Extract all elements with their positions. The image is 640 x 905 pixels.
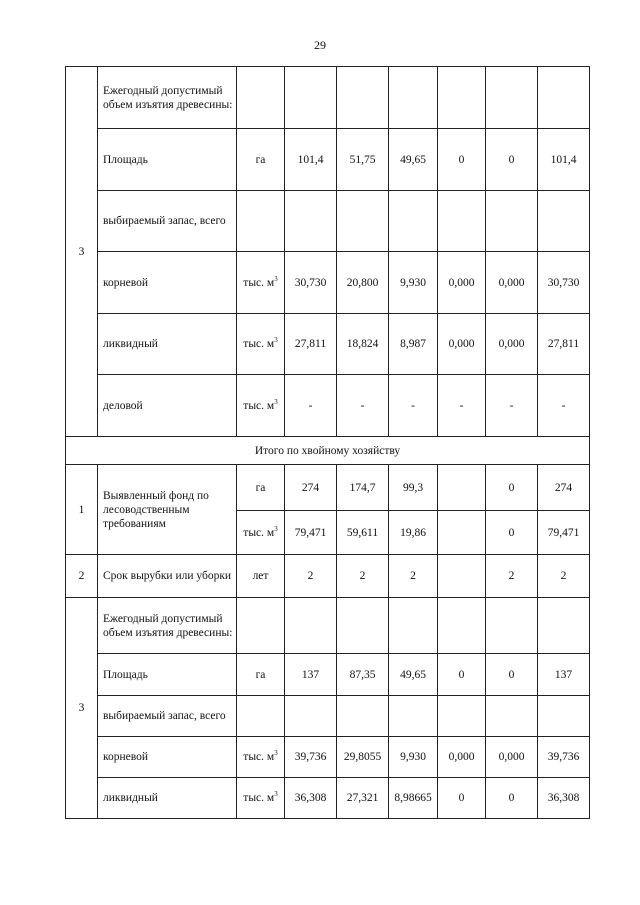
row-number: 2 xyxy=(66,555,98,598)
value-cell: 49,65 xyxy=(389,129,438,191)
value-cell: 137 xyxy=(285,654,337,696)
empty-cell xyxy=(337,67,389,129)
table-body xyxy=(66,67,590,819)
value-cell xyxy=(285,191,337,252)
value-cell: 0 xyxy=(486,465,538,511)
unit-text: тыс. м xyxy=(243,276,275,289)
row-label: Площадь xyxy=(98,129,237,191)
value-cell: 0,000 xyxy=(486,737,538,778)
row-label: деловой xyxy=(98,375,237,437)
table-row xyxy=(66,314,590,375)
value-cell: 2 xyxy=(538,555,590,598)
table-row xyxy=(66,375,590,437)
row-label: Ежегодный допустимый объем изъятия древесины: xyxy=(98,67,237,129)
value-cell: 36,308 xyxy=(285,778,337,819)
value-cell: 51,75 xyxy=(337,129,389,191)
value-cell: 20,800 xyxy=(337,252,389,314)
value-cell: 79,471 xyxy=(285,511,337,555)
value-cell: 101,4 xyxy=(285,129,337,191)
value-cell: - xyxy=(438,375,486,437)
value-cell: 2 xyxy=(285,555,337,598)
unit-cell xyxy=(237,191,285,252)
unit-text: тыс. м xyxy=(243,751,275,763)
value-cell: 0 xyxy=(486,511,538,555)
value-cell: 0 xyxy=(486,129,538,191)
value-cell xyxy=(486,696,538,737)
value-cell: 274 xyxy=(538,465,590,511)
row-label: корневой xyxy=(98,737,237,778)
empty-cell xyxy=(285,67,337,129)
value-cell: 59,611 xyxy=(337,511,389,555)
unit-cell xyxy=(237,696,285,737)
value-cell: 19,86 xyxy=(389,511,438,555)
table-row xyxy=(66,778,590,819)
value-cell: 87,35 xyxy=(337,654,389,696)
value-cell: 18,824 xyxy=(337,314,389,375)
value-cell: 2 xyxy=(337,555,389,598)
unit-superscript: 3 xyxy=(274,790,278,798)
unit-cell xyxy=(237,314,285,375)
value-cell: - xyxy=(337,375,389,437)
empty-cell xyxy=(538,598,590,654)
row-label: Ежегодный допустимый объем изъятия древесины: xyxy=(98,598,237,654)
unit-cell xyxy=(237,511,285,555)
unit-cell xyxy=(237,129,285,191)
row-label: Срок вырубки или уборки xyxy=(98,555,237,598)
unit-text: га xyxy=(255,481,266,494)
unit-superscript: 3 xyxy=(274,524,278,533)
empty-cell xyxy=(438,598,486,654)
table-row xyxy=(66,555,590,598)
table-row xyxy=(66,737,590,778)
unit-superscript: 3 xyxy=(274,749,278,757)
value-cell xyxy=(438,555,486,598)
value-cell: 174,7 xyxy=(337,465,389,511)
unit-cell xyxy=(237,778,285,819)
value-cell xyxy=(538,191,590,252)
unit-cell xyxy=(237,252,285,314)
unit-superscript: 3 xyxy=(274,336,278,344)
row-label: ликвидный xyxy=(98,778,237,819)
unit-text: тыс. м xyxy=(243,338,275,350)
row-label: ликвидный xyxy=(98,314,237,375)
value-cell: 36,308 xyxy=(538,778,590,819)
value-cell: - xyxy=(538,375,590,437)
value-cell xyxy=(337,696,389,737)
value-cell: 29,8055 xyxy=(337,737,389,778)
value-cell: 0 xyxy=(486,778,538,819)
value-cell: 0,000 xyxy=(486,252,538,314)
value-cell: - xyxy=(486,375,538,437)
value-cell: 30,730 xyxy=(285,252,337,314)
unit-superscript: 3 xyxy=(274,274,278,283)
row-label: Площадь xyxy=(98,654,237,696)
value-cell xyxy=(486,191,538,252)
value-cell: 0,000 xyxy=(486,314,538,375)
value-cell xyxy=(438,191,486,252)
row-label: корневой xyxy=(98,252,237,314)
value-cell: 2 xyxy=(486,555,538,598)
value-cell xyxy=(438,696,486,737)
value-cell: - xyxy=(285,375,337,437)
table-row xyxy=(66,465,590,511)
empty-cell xyxy=(486,598,538,654)
value-cell xyxy=(337,191,389,252)
table-row xyxy=(66,67,590,129)
value-cell: 0,000 xyxy=(438,737,486,778)
empty-cell xyxy=(438,67,486,129)
value-cell: 0 xyxy=(438,654,486,696)
unit-superscript: 3 xyxy=(274,397,278,406)
table-row xyxy=(66,696,590,737)
empty-cell xyxy=(337,598,389,654)
value-cell: 101,4 xyxy=(538,129,590,191)
table-row xyxy=(66,129,590,191)
table-row xyxy=(66,191,590,252)
value-cell: 274 xyxy=(285,465,337,511)
unit-text: тыс. м xyxy=(243,399,275,412)
row-label: Выявленный фонд по лесоводственным требованиям xyxy=(98,465,237,555)
value-cell: 0,000 xyxy=(438,314,486,375)
empty-cell xyxy=(389,598,438,654)
page-number: 29 xyxy=(314,38,326,52)
value-cell: 0 xyxy=(438,129,486,191)
row-number: 3 xyxy=(66,598,98,819)
unit-cell xyxy=(237,654,285,696)
empty-cell xyxy=(237,598,285,654)
row-label: выбираемый запас, всего xyxy=(98,696,237,737)
table-row xyxy=(66,598,590,654)
value-cell: - xyxy=(389,375,438,437)
value-cell: 39,736 xyxy=(538,737,590,778)
row-number: 3 xyxy=(66,67,98,437)
value-cell: 79,471 xyxy=(538,511,590,555)
empty-cell xyxy=(538,67,590,129)
value-cell: 49,65 xyxy=(389,654,438,696)
value-cell xyxy=(538,696,590,737)
empty-cell xyxy=(237,67,285,129)
value-cell: 2 xyxy=(389,555,438,598)
value-cell: 27,811 xyxy=(538,314,590,375)
unit-text: тыс. м xyxy=(243,792,275,804)
unit-text: тыс. м xyxy=(243,526,275,539)
value-cell xyxy=(438,511,486,555)
unit-cell: лет xyxy=(237,555,285,598)
forestry-table xyxy=(65,66,590,819)
value-cell: 9,930 xyxy=(389,737,438,778)
table-row xyxy=(66,437,590,465)
row-number: 1 xyxy=(66,465,98,555)
value-cell: 39,736 xyxy=(285,737,337,778)
unit-cell xyxy=(237,737,285,778)
value-cell: 9,930 xyxy=(389,252,438,314)
empty-cell xyxy=(285,598,337,654)
value-cell xyxy=(285,696,337,737)
value-cell xyxy=(389,191,438,252)
value-cell: 27,811 xyxy=(285,314,337,375)
value-cell: 27,321 xyxy=(337,778,389,819)
section-title: Итого по хвойному хозяйству xyxy=(66,437,590,465)
value-cell: 0 xyxy=(438,778,486,819)
unit-text: га xyxy=(255,153,266,166)
empty-cell xyxy=(486,67,538,129)
table-row xyxy=(66,252,590,314)
unit-text: га xyxy=(255,668,266,681)
row-label: выбираемый запас, всего xyxy=(98,191,237,252)
empty-cell xyxy=(389,67,438,129)
value-cell: 8,987 xyxy=(389,314,438,375)
value-cell xyxy=(389,696,438,737)
value-cell: 30,730 xyxy=(538,252,590,314)
value-cell: 137 xyxy=(538,654,590,696)
value-cell: 0,000 xyxy=(438,252,486,314)
value-cell xyxy=(438,465,486,511)
value-cell: 8,98665 xyxy=(389,778,438,819)
unit-cell xyxy=(237,375,285,437)
unit-cell xyxy=(237,465,285,511)
value-cell: 99,3 xyxy=(389,465,438,511)
value-cell: 0 xyxy=(486,654,538,696)
table-row xyxy=(66,654,590,696)
